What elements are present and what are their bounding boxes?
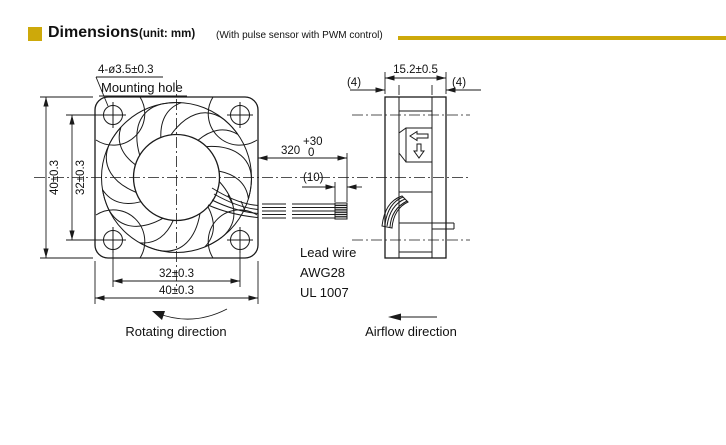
wire-end-sleeve bbox=[335, 203, 347, 219]
airflow-mark-icon bbox=[410, 132, 428, 141]
fan-front-view bbox=[34, 80, 470, 292]
mounting-hole-spec: 4-ø3.5±0.3 bbox=[98, 64, 154, 76]
mounting-hole bbox=[227, 102, 253, 128]
airflow-direction bbox=[365, 314, 457, 340]
rotating-arrowhead bbox=[152, 311, 165, 320]
dim-height-inner: 32±0.3 bbox=[75, 159, 87, 196]
dim-strip-length: (10) bbox=[303, 172, 324, 184]
section-variant-note: (With pulse sensor with PWM control) bbox=[216, 29, 383, 41]
dim-lead-length: 320 bbox=[281, 145, 301, 157]
lead-wire bbox=[208, 136, 362, 300]
rotating-direction bbox=[125, 309, 227, 339]
wire-ribbon bbox=[262, 204, 335, 218]
side-label-box bbox=[399, 128, 432, 162]
rotating-direction-label: Rotating direction bbox=[125, 324, 227, 339]
side-hub-bottom bbox=[382, 192, 454, 252]
lead-wire-gauge: AWG28 bbox=[300, 265, 346, 280]
mounting-hole-label: Mounting hole bbox=[101, 80, 183, 95]
flange-dimensions bbox=[347, 77, 481, 95]
mounting-hole bbox=[227, 227, 253, 253]
depth-dimension bbox=[385, 64, 446, 94]
dim-height-outer: 40±0.3 bbox=[49, 159, 61, 196]
dim-lead-tol-plus: +30 bbox=[303, 136, 323, 148]
strip-length-dimension bbox=[302, 172, 362, 202]
rotation-mark-icon bbox=[414, 144, 424, 158]
rotating-arrow bbox=[157, 309, 227, 319]
mounting-hole bbox=[100, 227, 126, 253]
dim-lead-tol-minus: 0 bbox=[308, 147, 315, 159]
lead-wire-label: Lead wire bbox=[300, 245, 357, 260]
dim-flange-right: (4) bbox=[451, 77, 467, 89]
section-unit-note: (unit: mm) bbox=[139, 28, 196, 40]
dim-width-inner: 32±0.3 bbox=[158, 268, 195, 280]
fan-side-view bbox=[347, 64, 481, 258]
dim-depth: 15.2±0.5 bbox=[393, 64, 438, 76]
airflow-arrowhead bbox=[388, 314, 401, 321]
dim-width-outer: 40±0.3 bbox=[158, 285, 195, 297]
airflow-direction-label: Airflow direction bbox=[365, 324, 457, 339]
section-title: Dimensions bbox=[48, 24, 139, 41]
lead-length-dimension bbox=[258, 136, 347, 202]
dim-flange-left: (4) bbox=[346, 77, 362, 89]
lead-wire-standard: UL 1007 bbox=[300, 285, 349, 300]
mounting-hole bbox=[100, 102, 126, 128]
